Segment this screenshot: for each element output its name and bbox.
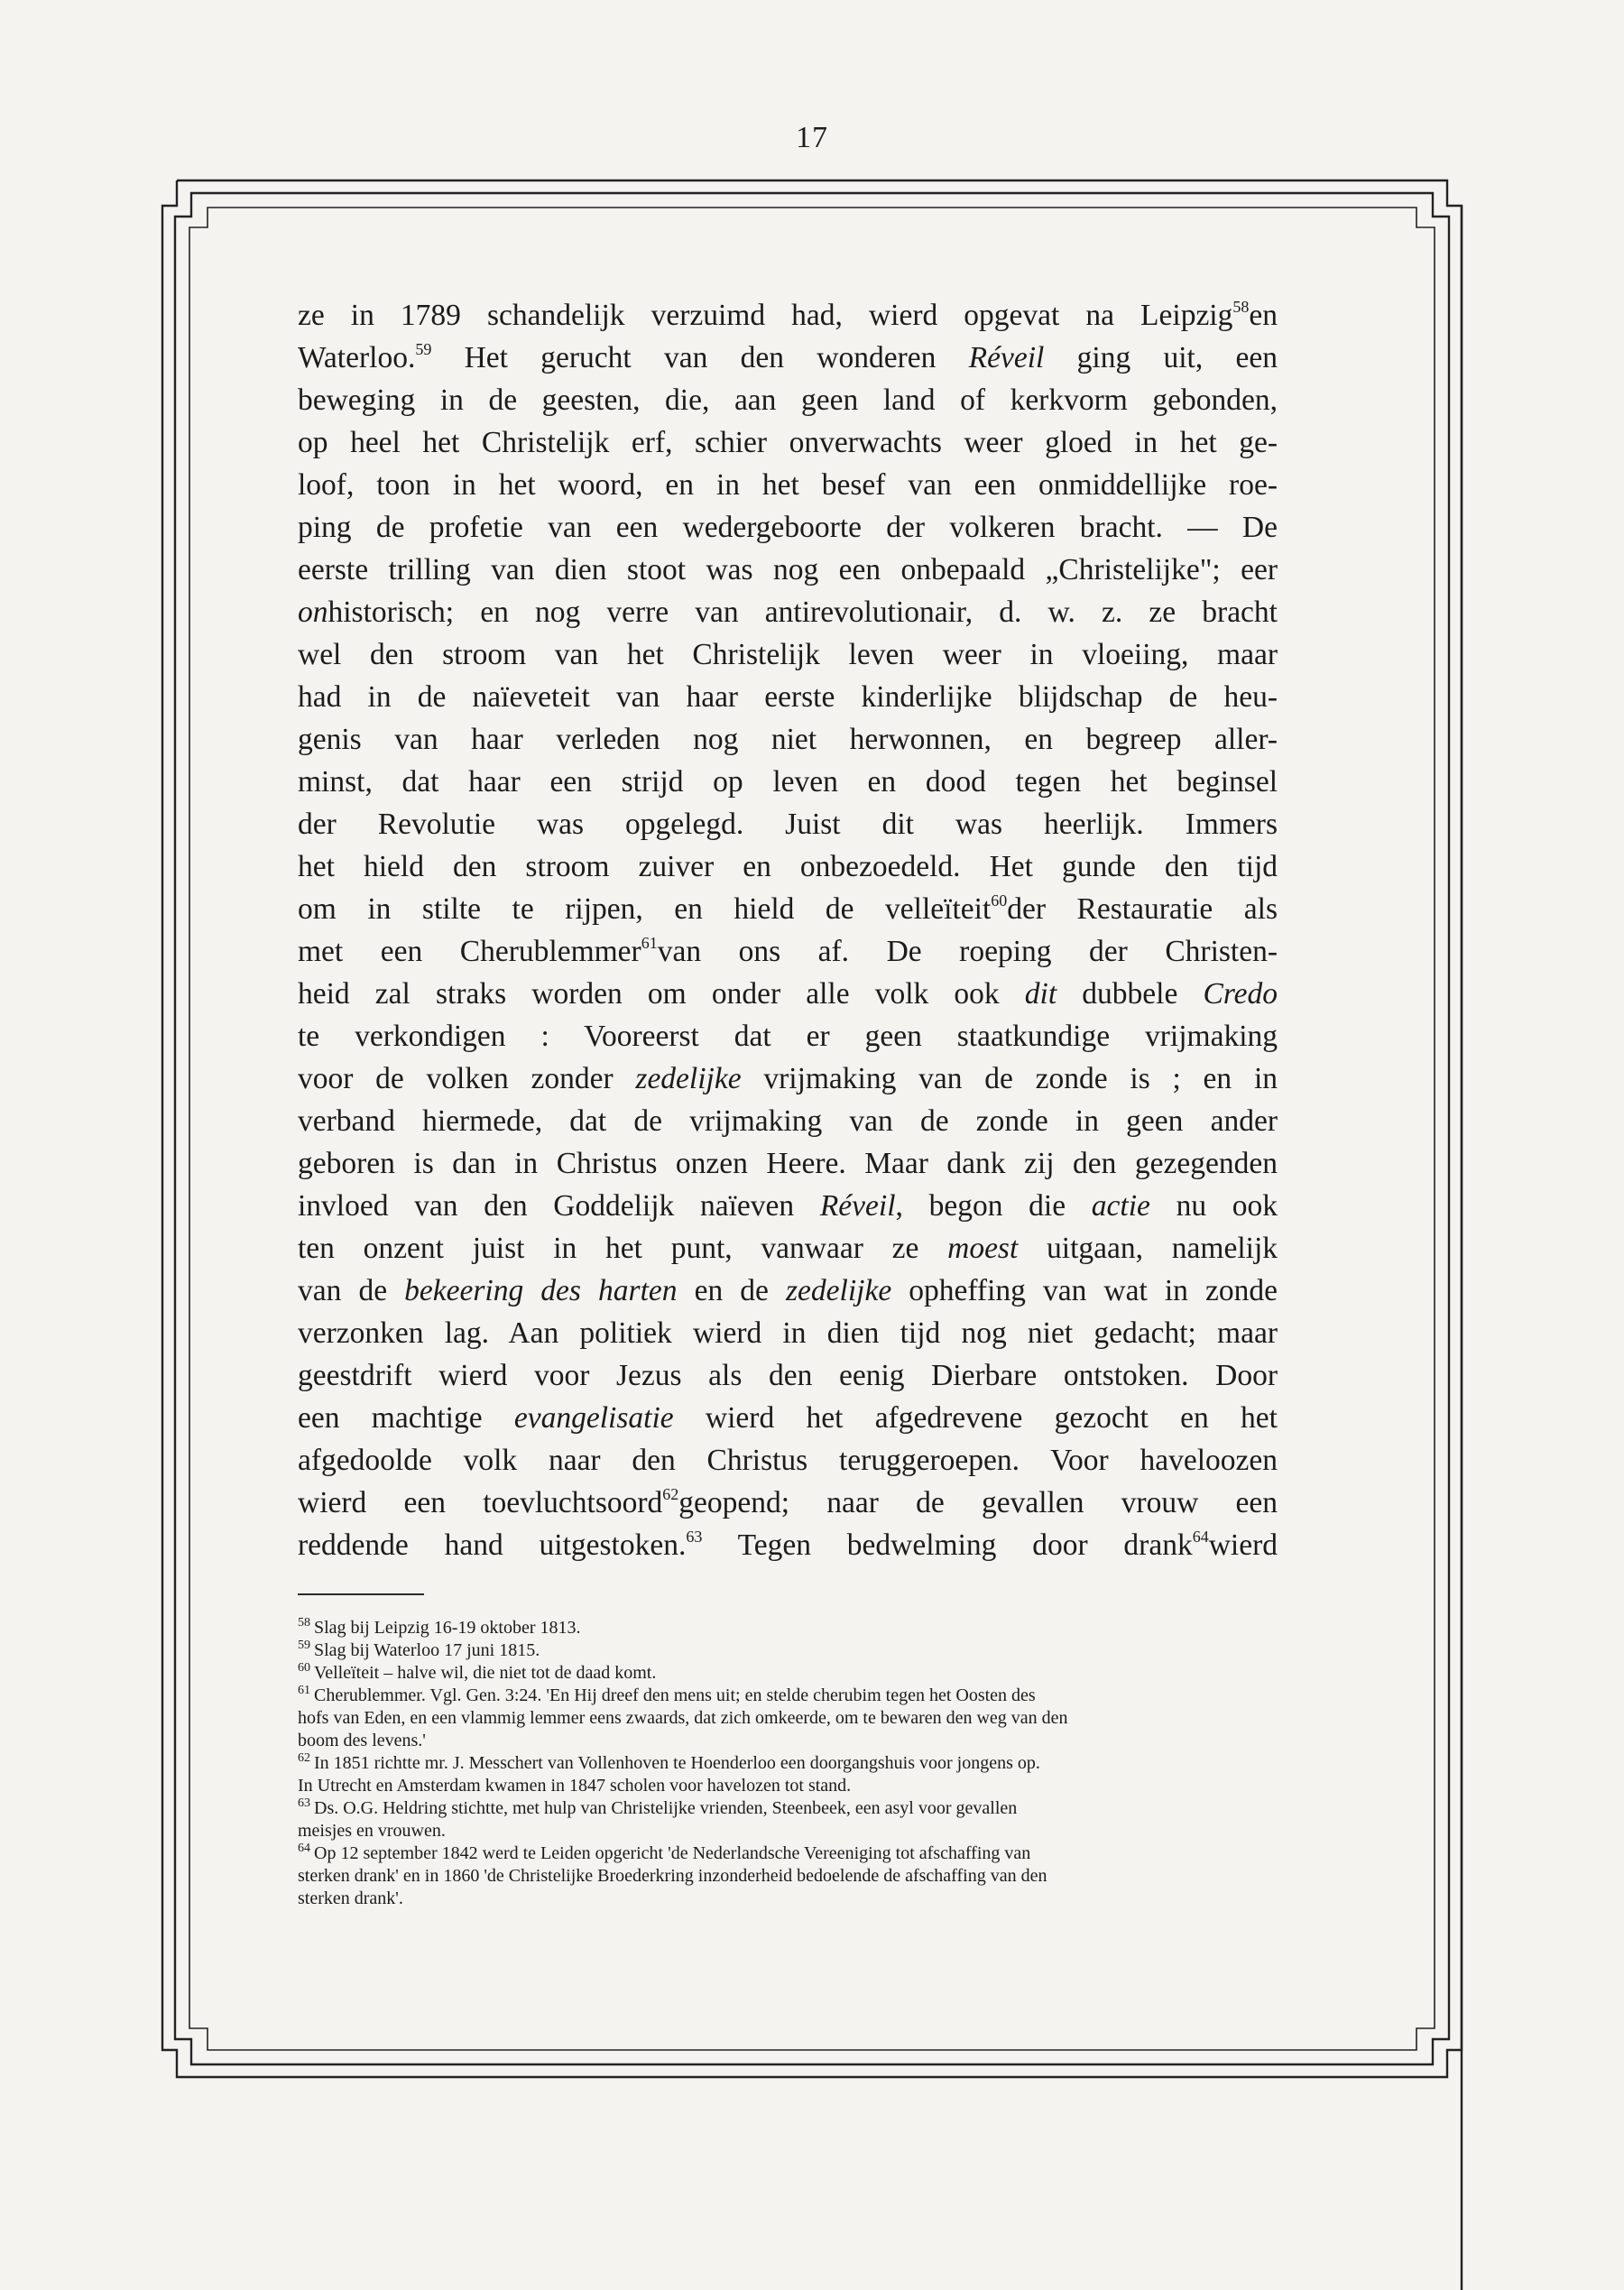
text-line: beweging in de geesten, die, aan geen land of kerkvorm gebonden,: [298, 383, 1278, 417]
text-line: minst, dat haar een strijd op leven en dood tegen het beginsel: [298, 765, 1278, 799]
page-number: 17: [796, 121, 828, 154]
text-line: verzonken lag. Aan politiek wierd in dien tijd nog niet gedacht; maar: [298, 1316, 1278, 1350]
footnote: $^{62}$ In 1851 richtte mr. J. Messchert van Vollenhoven te Hoenderloo een doorgangshuis voor jongens op. In Utrecht en Amsterdam kwamen in 1847 scholen voor havelozen tot stand.: [298, 1751, 1040, 1796]
text-line: genis van haar verleden nog niet herwonnen, en begreep aller-: [298, 723, 1278, 756]
footnote: $^{64}$ Op 12 september 1842 werd te Leiden opgericht 'de Nederlandsche Vereeniging tot afschaffing van sterken drank' en in 1860 'de Christelijke Broederkring inzonderheid bedoelende de afschaffing van den sterken drank'.: [298, 1842, 1047, 1908]
footnote-ref: 61: [641, 934, 658, 952]
main-text: [298, 294, 1278, 1566]
text-line: reddende hand uitgestoken.$^{63}$ Tegen bedwelming door drank$^{64}$wierd: [298, 1528, 1278, 1562]
footnote-ref: 64: [1192, 1528, 1209, 1546]
text-line: heid zal straks worden om onder alle volk ook dit dubbele Credo: [298, 977, 1278, 1011]
text-line: een machtige evangelisatie wierd het afgedrevene gezocht en het: [298, 1401, 1278, 1435]
footnote: $^{58}$ Slag bij Leipzig 16-19 oktober 1813.: [298, 1616, 581, 1638]
text-line: te verkondigen : Vooreerst dat er geen staatkundige vrijmaking: [298, 1020, 1278, 1053]
footnote-ref: 62: [662, 1485, 679, 1503]
text-line: geestdrift wierd voor Jezus als den eenig Dierbare ontstoken. Door: [298, 1359, 1278, 1392]
footnote: $^{63}$ Ds. O.G. Heldring stichtte, met hulp van Christelijke vrienden, Steenbeek, een asyl voor gevallen meisjes en vrouwen.: [298, 1796, 1018, 1841]
footnote-ref: 59: [415, 340, 432, 358]
text-line: ping de profetie van een wedergeboorte der volkeren bracht. — De: [298, 511, 1278, 544]
text-line: met een Cherublemmer$^{61}$van ons af. De roeping der Christen-: [298, 934, 1278, 968]
footnotes: [298, 1617, 1292, 1910]
text-line: eerste trilling van dien stoot was nog een onbepaald „Christelijke"; eer: [298, 553, 1278, 586]
text-line: afgedoolde volk naar den Christus teruggeroepen. Voor haveloozen: [298, 1444, 1278, 1477]
footnote-divider: [298, 1593, 424, 1595]
text-line: ten onzent juist in het punt, vanwaar ze moest uitgaan, namelijk: [298, 1232, 1278, 1265]
footnote-ref: 63: [686, 1528, 703, 1546]
text-line: der Revolutie was opgelegd. Juist dit was heerlijk. Immers: [298, 808, 1278, 841]
text-line: op heel het Christelijk erf, schier onverwachts weer gloed in het ge-: [298, 426, 1278, 459]
text-line: verband hiermede, dat de vrijmaking van de zonde in geen ander: [298, 1104, 1278, 1138]
footnote: $^{60}$ Velleïteit – halve wil, die niet tot de daad komt.: [298, 1661, 657, 1683]
footnote: $^{61}$ Cherublemmer. Vgl. Gen. 3:24. 'En Hij dreef den mens uit; en stelde cherubim tegen het Oosten des hofs van Eden, en een vlammig lemmer eens zwaards, dat zich omkeerde, om te bewaren den weg van den boom des levens.': [298, 1684, 1068, 1750]
text-line: had in de naïeveteit van haar eerste kinderlijke blijdschap de heu-: [298, 680, 1278, 714]
text-line: loof, toon in het woord, en in het besef van een onmiddellijke roe-: [298, 468, 1278, 502]
footnote-ref: 58: [1232, 298, 1250, 316]
text-line: Waterloo.$^{59}$ Het gerucht van den wonderen Réveil ging uit, een: [298, 340, 1278, 374]
text-line: voor de volken zonder zedelijke vrijmaking van de zonde is ; en in: [298, 1062, 1278, 1095]
text-line: geboren is dan in Christus onzen Heere. Maar dank zij den gezegenden: [298, 1147, 1278, 1180]
footnote: $^{59}$ Slag bij Waterloo 17 juni 1815.: [298, 1639, 540, 1660]
text-line: ze in 1789 schandelijk verzuimd had, wierd opgevat na Leipzig$^{58}$en: [298, 298, 1278, 332]
footnote-ref: 60: [991, 891, 1008, 910]
text-line: het hield den stroom zuiver en onbezoedeld. Het gunde den tijd: [298, 850, 1278, 883]
text-line: van de bekeering des harten en de zedelijke opheffing van wat in zonde: [298, 1274, 1278, 1307]
text-line: invloed van den Goddelijk naïeven Réveil, begon die actie nu ook: [298, 1189, 1278, 1223]
text-line: om in stilte te rijpen, en hield de velleïteit$^{60}$der Restauratie als: [298, 891, 1278, 926]
text-line: wierd een toevluchtsoord$^{62}$geopend; naar de gevallen vrouw een: [298, 1485, 1278, 1519]
text-line: wel den stroom van het Christelijk leven weer in vloeiing, maar: [298, 638, 1278, 671]
text-line: onhistorisch; en nog verre van antirevolutionair, d. w. z. ze bracht: [298, 596, 1278, 629]
